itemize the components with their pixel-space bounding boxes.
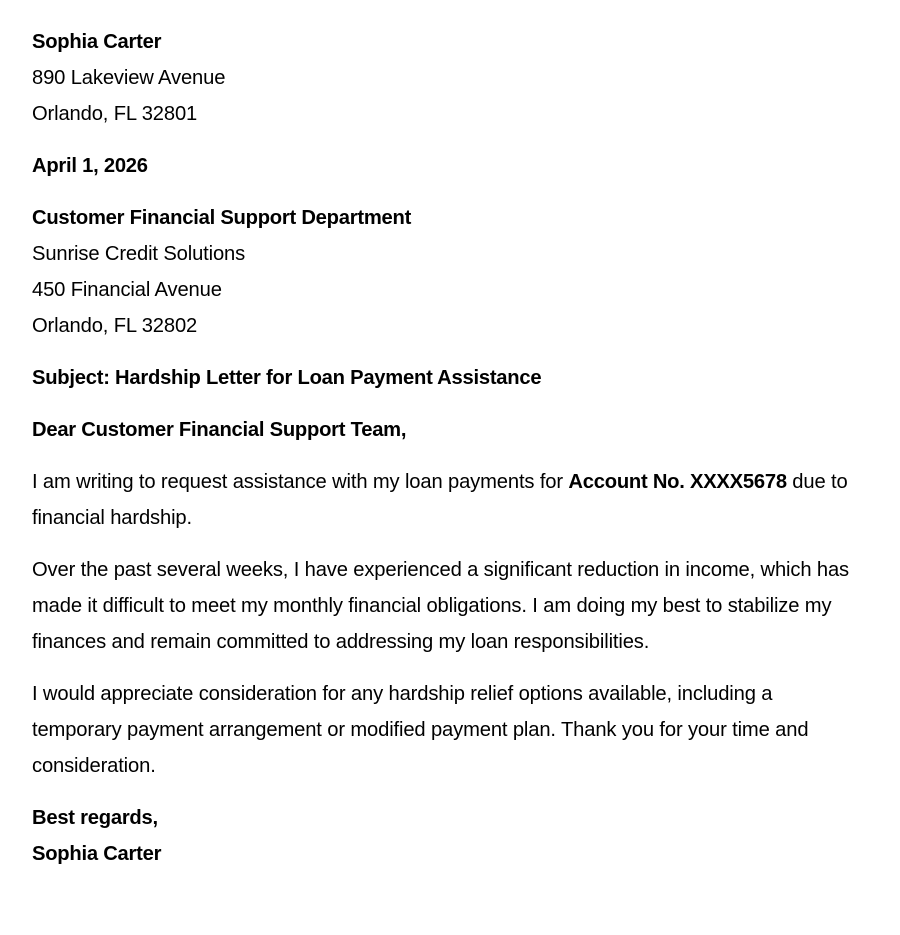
subject-block [32,360,853,396]
recipient-department: Customer Financial Support Department [32,206,412,229]
sender-street: 890 Lakeview Avenue [32,66,226,89]
subject-line: Subject: Hardship Letter for Loan Payment Assistance [32,366,542,389]
body-paragraph-1 [32,464,853,536]
recipient-company: Sunrise Credit Solutions [32,242,246,265]
sender-name: Sophia Carter [32,30,162,53]
paragraph-1-lead: I am writing to request assistance with my loan payments for [32,470,569,493]
recipient-address-block [32,200,853,344]
body-paragraph-2: Over the past several weeks, I have experienced a significant reduction in income, which has made it difficult to meet my monthly financial obligations. I am doing my best to stabilize my finances and remain committed to addressing my loan responsibilities. [32,558,849,653]
salutation-line: Dear Customer Financial Support Team, [32,418,407,441]
letter-body [32,24,853,872]
salutation-block [32,412,853,448]
body-paragraph-3: I would appreciate consideration for any hardship relief options available, including a temporary payment arrangement or modified payment plan. Thank you for your time and consideration. [32,682,809,777]
letter-date: April 1, 2026 [32,154,148,177]
sender-address-block [32,24,853,132]
signature-name: Sophia Carter [32,842,162,865]
sender-city-state-zip: Orlando, FL 32801 [32,102,198,125]
letter-date-block [32,148,853,184]
account-number-label: Account No. XXXX5678 [568,470,787,493]
recipient-city-state-zip: Orlando, FL 32802 [32,314,198,337]
paragraph-1-tail: due to financial hardship. [32,470,848,529]
valediction: Best regards, [32,806,158,829]
recipient-street: 450 Financial Avenue [32,278,222,301]
closing-block [32,800,853,872]
